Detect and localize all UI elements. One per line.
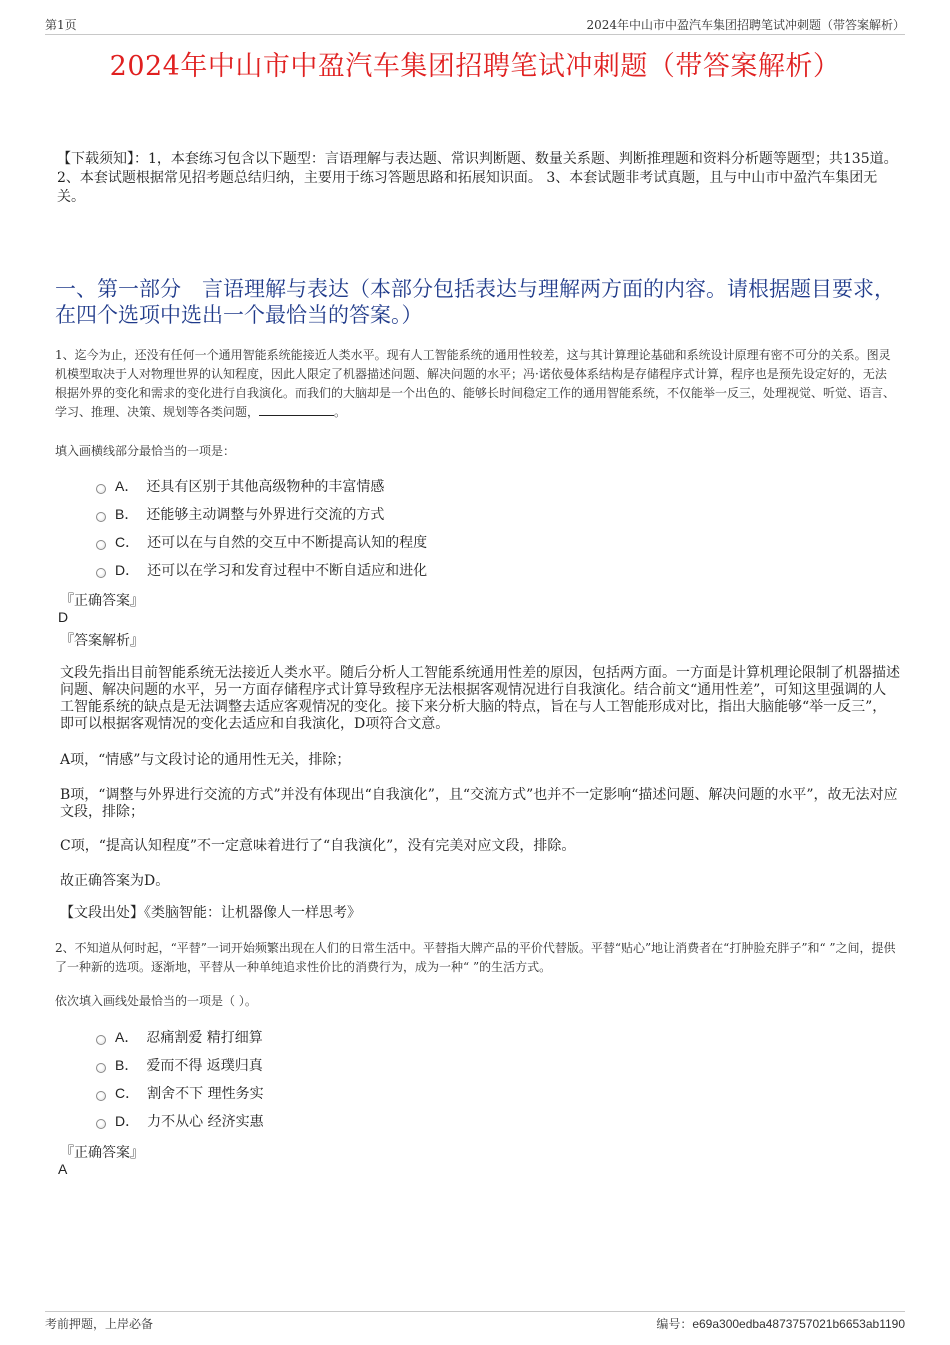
option-text: 忍痛割爱 精打细算 bbox=[146, 1030, 263, 1046]
section-heading: 一、第一部分 言语理解与表达（本部分包括表达与理解两方面的内容。请根据题目要求，在四个选项中选出一个最恰当的答案。） bbox=[55, 277, 895, 327]
source-citation: 【文段出处】《类脑智能：让机器像人一样思考》 bbox=[60, 905, 361, 921]
footer-code bbox=[656, 1315, 905, 1332]
option-c[interactable] bbox=[96, 528, 427, 556]
correct-answer-label: 『正确答案』 bbox=[60, 593, 144, 609]
option-letter: B． bbox=[115, 1057, 139, 1073]
option-b[interactable] bbox=[96, 1051, 264, 1079]
option-a[interactable] bbox=[96, 472, 427, 500]
radio-icon[interactable] bbox=[96, 568, 106, 578]
option-b[interactable] bbox=[96, 500, 427, 528]
option-text: 还能够主动调整与外界进行交流的方式 bbox=[146, 507, 385, 523]
radio-icon[interactable] bbox=[96, 540, 106, 550]
code-label: 编号： bbox=[656, 1317, 693, 1331]
footer-slogan: 考前押题，上岸必备 bbox=[45, 1317, 154, 1331]
analysis-paragraph: B项，“调整与外界进行交流的方式”并没有体现出“自我演化”，且“交流方式”也并不一定影响“描述问题、解决问题的水平”，故无法对应文段，排除； bbox=[60, 787, 898, 820]
header-doc-title: 2024年中山市中盈汽车集团招聘笔试冲刺题（带答案解析） bbox=[586, 18, 905, 32]
footer-divider bbox=[45, 1311, 905, 1312]
correct-answer: D bbox=[58, 609, 69, 625]
option-text: 还可以在学习和发育过程中不断自适应和进化 bbox=[147, 563, 428, 579]
option-letter: A． bbox=[115, 1029, 139, 1045]
option-letter: B． bbox=[115, 506, 139, 522]
question-1-body: 1、迄今为止，还没有任何一个通用智能系统能接近人类水平。现有人工智能系统的通用性较差，这与其计算理论基础和系统设计原理有密不可分的关系。图灵机模型取决于人对物理世界的认知程度，因此人限定了机器描述问题、解决问题的水平；冯·诺依曼体系结构是存储程序式计算，程序也是预先设定好的，无法根据外界的变化和需求的变化进行自我演化。而我们的大脑却是一个出色的、能够长时间稳定工作的通用智能系统，不仅能举一反三，处理视觉、听觉、语言、学习、推理、决策、规划等各类问题， bbox=[55, 348, 896, 419]
analysis-paragraph: 文段先指出目前智能系统无法接近人类水平。随后分析人工智能系统通用性差的原因，包括两方面。一方面是计算机理论限制了机器描述问题、解决问题的水平，另一方面存储程序式计算导致程序无法根据客观情况进行自我演化。结合前文“通用性差”，可知这里强调的人工智能系统的缺点是无法调整去适应客观情况的变化。接下来分析大脑的特点，旨在与人工智能形成对比，指出大脑能够“举一反三”，即可以根据客观情况的变化去适应和自我演化，D项符合文意。 bbox=[60, 665, 900, 732]
question-1-text bbox=[55, 346, 898, 422]
option-text: 还具有区别于其他高级物种的丰富情感 bbox=[146, 479, 385, 495]
question-1-end: 。 bbox=[334, 405, 347, 419]
correct-answer-label: 『正确答案』 bbox=[60, 1145, 144, 1161]
correct-answer: A bbox=[58, 1161, 68, 1177]
analysis-paragraph: A项，“情感”与文段讨论的通用性无关，排除； bbox=[60, 752, 351, 768]
download-notice: 【下载须知】：1，本套练习包含以下题型：言语理解与表达题、常识判断题、数量关系题、判断推理题和资料分析题等题型；共135道。 2、本套试题根据常见招考题总结归纳，主要用于练习答题思路和拓展知识面。 3、本套试题非考试真题，且与中山市中盈汽车集团无关。 bbox=[57, 151, 898, 205]
option-text: 力不从心 经济实惠 bbox=[147, 1114, 264, 1130]
code-value: e69a300edba4873757021b6653ab1190 bbox=[692, 1317, 905, 1331]
radio-icon[interactable] bbox=[96, 512, 106, 522]
radio-icon[interactable] bbox=[96, 1119, 106, 1129]
option-d[interactable] bbox=[96, 1107, 264, 1135]
option-letter: A． bbox=[115, 478, 139, 494]
analysis-label: 『答案解析』 bbox=[60, 633, 144, 649]
question-2-options bbox=[96, 1023, 264, 1135]
option-letter: C． bbox=[115, 534, 140, 550]
document-title: 2024年中山市中盈汽车集团招聘笔试冲刺题（带答案解析） bbox=[109, 51, 841, 82]
radio-icon[interactable] bbox=[96, 1035, 106, 1045]
option-text: 爱而不得 返璞归真 bbox=[146, 1058, 263, 1074]
option-a[interactable] bbox=[96, 1023, 264, 1051]
option-letter: D． bbox=[115, 562, 140, 578]
option-c[interactable] bbox=[96, 1079, 264, 1107]
analysis-paragraph: C项，“提高认知程度”不一定意味着进行了“自我演化”，没有完美对应文段，排除。 bbox=[60, 838, 576, 854]
option-d[interactable] bbox=[96, 556, 427, 584]
question-2-text: 2、不知道从何时起，“平替”一词开始频繁出现在人们的日常生活中。平替指大牌产品的平价代替版。平替“贴心”地让消费者在“打肿脸充胖子”和“ ”之间，提供了一种新的选项。逐渐地，平替从一种单纯追求性价比的消费行为，成为一种“ ”的生活方式。 bbox=[55, 941, 896, 974]
question-2-prompt: 依次填入画线处最恰当的一项是（ ）。 bbox=[55, 994, 257, 1008]
option-letter: C． bbox=[115, 1085, 140, 1101]
page-header bbox=[45, 14, 905, 35]
option-text: 还可以在与自然的交互中不断提高认知的程度 bbox=[147, 535, 428, 551]
option-letter: D． bbox=[115, 1113, 140, 1129]
analysis-paragraph: 故正确答案为D。 bbox=[60, 873, 170, 889]
radio-icon[interactable] bbox=[96, 1063, 106, 1073]
radio-icon[interactable] bbox=[96, 1091, 106, 1101]
radio-icon[interactable] bbox=[96, 484, 106, 494]
page-number: 第1页 bbox=[45, 18, 77, 32]
question-1-prompt: 填入画横线部分最恰当的一项是： bbox=[55, 444, 236, 458]
option-text: 割舍不下 理性务实 bbox=[147, 1086, 264, 1102]
question-1-options bbox=[96, 472, 427, 584]
fill-blank bbox=[259, 403, 334, 416]
